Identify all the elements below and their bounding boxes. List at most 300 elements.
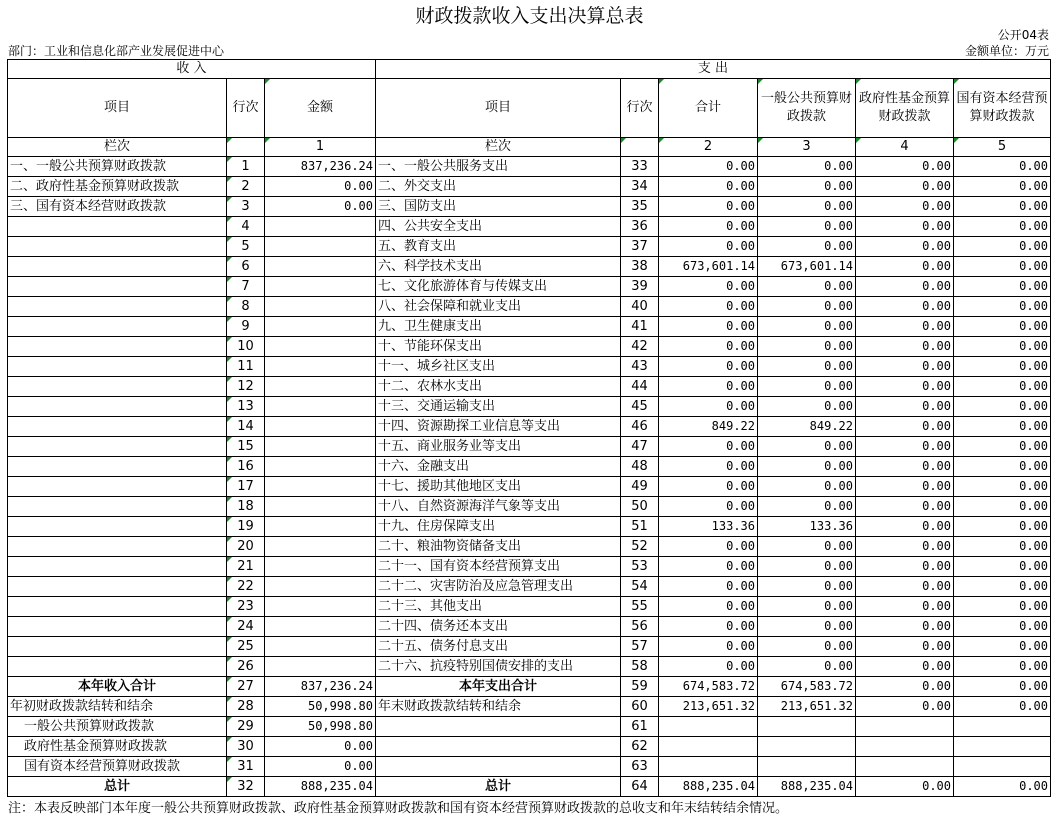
gov-fund-cell: 0.00 [856, 477, 954, 497]
general-budget-cell: 0.00 [758, 297, 856, 317]
income-item-cell [8, 237, 227, 257]
general-budget-cell: 0.00 [758, 597, 856, 617]
expense-row-no-cell: 47 [621, 437, 659, 457]
department-label: 部门：工业和信息化部产业发展促进中心 [8, 44, 225, 58]
gov-fund-cell: 0.00 [856, 157, 954, 177]
income-item-cell [8, 537, 227, 557]
general-budget-cell: 0.00 [758, 157, 856, 177]
table-row [8, 557, 1051, 577]
section-header-row [8, 60, 1051, 79]
expense-section-header: 支 出 [376, 60, 1051, 79]
expense-row-no-cell: 51 [621, 517, 659, 537]
table-row [8, 417, 1051, 437]
income-amount-cell [265, 317, 376, 337]
col-no-3: 3 [758, 138, 856, 157]
income-row-no-cell: 25 [227, 637, 265, 657]
expense-item-cell: 十三、交通运输支出 [376, 397, 621, 417]
table-row [8, 597, 1051, 617]
expense-total-cell: 0.00 [659, 197, 758, 217]
income-amount-cell: 837,236.24 [265, 677, 376, 697]
income-row-no-cell: 26 [227, 657, 265, 677]
income-item-cell [8, 617, 227, 637]
table-row [8, 577, 1051, 597]
income-section-header: 收 入 [8, 60, 376, 79]
income-row-no-cell: 9 [227, 317, 265, 337]
state-capital-cell [954, 737, 1051, 757]
header-income-item: 项目 [8, 79, 227, 138]
expense-item-cell: 十八、自然资源海洋气象等支出 [376, 497, 621, 517]
income-row-no-cell: 8 [227, 297, 265, 317]
gov-fund-cell: 0.00 [856, 777, 954, 797]
expense-row-no-cell: 46 [621, 417, 659, 437]
expense-row-no-cell: 44 [621, 377, 659, 397]
gov-fund-cell: 0.00 [856, 637, 954, 657]
expense-item-cell: 八、社会保障和就业支出 [376, 297, 621, 317]
expense-item-cell: 十五、商业服务业等支出 [376, 437, 621, 457]
income-row-no-cell: 15 [227, 437, 265, 457]
table-row [8, 297, 1051, 317]
income-amount-cell [265, 357, 376, 377]
col-label-right: 栏次 [376, 138, 621, 157]
expense-total-cell: 0.00 [659, 557, 758, 577]
income-item-cell: 年初财政拨款结转和结余 [8, 697, 227, 717]
general-budget-cell [758, 757, 856, 777]
gov-fund-cell: 0.00 [856, 177, 954, 197]
expense-item-cell [376, 717, 621, 737]
income-amount-cell [265, 237, 376, 257]
expense-row-no-cell: 41 [621, 317, 659, 337]
table-row [8, 157, 1051, 177]
income-item-cell [8, 277, 227, 297]
table-row [8, 437, 1051, 457]
table-row [8, 737, 1051, 757]
income-row-no-cell: 3 [227, 197, 265, 217]
state-capital-cell: 0.00 [954, 317, 1051, 337]
income-row-no-cell: 6 [227, 257, 265, 277]
expense-item-cell [376, 737, 621, 757]
general-budget-cell: 888,235.04 [758, 777, 856, 797]
expense-total-cell: 0.00 [659, 337, 758, 357]
expense-row-no-cell: 40 [621, 297, 659, 317]
expense-row-no-cell: 33 [621, 157, 659, 177]
income-row-no-cell: 17 [227, 477, 265, 497]
expense-item-cell: 本年支出合计 [376, 677, 621, 697]
table-row [8, 517, 1051, 537]
expense-total-cell [659, 757, 758, 777]
expense-total-cell: 0.00 [659, 477, 758, 497]
income-row-no-cell: 1 [227, 157, 265, 177]
table-row [8, 497, 1051, 517]
income-amount-cell: 0.00 [265, 757, 376, 777]
gov-fund-cell: 0.00 [856, 457, 954, 477]
income-row-no-cell: 12 [227, 377, 265, 397]
table-row [8, 537, 1051, 557]
table-row [8, 657, 1051, 677]
income-amount-cell: 837,236.24 [265, 157, 376, 177]
income-item-cell: 二、政府性基金预算财政拨款 [8, 177, 227, 197]
gov-fund-cell: 0.00 [856, 297, 954, 317]
expense-total-cell: 0.00 [659, 177, 758, 197]
footnote: 注：本表反映部门本年度一般公共预算财政拨款、政府性基金预算财政拨款和国有资本经营预算财政拨款的总收支和年末结转结余情况。 [8, 801, 789, 816]
general-budget-cell: 213,651.32 [758, 697, 856, 717]
expense-row-no-cell: 61 [621, 717, 659, 737]
income-row-no-cell: 16 [227, 457, 265, 477]
gov-fund-cell: 0.00 [856, 237, 954, 257]
income-item-cell [8, 437, 227, 457]
gov-fund-cell: 0.00 [856, 417, 954, 437]
expense-total-cell: 0.00 [659, 657, 758, 677]
income-amount-cell [265, 297, 376, 317]
state-capital-cell: 0.00 [954, 217, 1051, 237]
state-capital-cell: 0.00 [954, 417, 1051, 437]
state-capital-cell: 0.00 [954, 777, 1051, 797]
table-row [8, 377, 1051, 397]
general-budget-cell: 0.00 [758, 657, 856, 677]
column-number-row [8, 138, 1051, 157]
expense-row-no-cell: 36 [621, 217, 659, 237]
general-budget-cell: 0.00 [758, 197, 856, 217]
expense-total-cell: 888,235.04 [659, 777, 758, 797]
expense-row-no-cell: 54 [621, 577, 659, 597]
gov-fund-cell: 0.00 [856, 437, 954, 457]
income-row-no-cell: 10 [227, 337, 265, 357]
table-row [8, 237, 1051, 257]
income-row-no-cell: 19 [227, 517, 265, 537]
expense-row-no-cell: 42 [621, 337, 659, 357]
header-gov-fund: 政府性基金预算财政拨款 [856, 79, 954, 138]
header-state-capital: 国有资本经营预算财政拨款 [954, 79, 1051, 138]
general-budget-cell: 0.00 [758, 377, 856, 397]
income-item-cell: 一、一般公共预算财政拨款 [8, 157, 227, 177]
gov-fund-cell: 0.00 [856, 537, 954, 557]
income-amount-cell [265, 257, 376, 277]
income-item-cell [8, 497, 227, 517]
state-capital-cell: 0.00 [954, 357, 1051, 377]
expense-total-cell: 0.00 [659, 437, 758, 457]
gov-fund-cell: 0.00 [856, 317, 954, 337]
expense-item-cell: 十七、援助其他地区支出 [376, 477, 621, 497]
unit-label: 金额单位：万元 [964, 44, 1049, 58]
income-amount-cell [265, 337, 376, 357]
general-budget-cell: 0.00 [758, 337, 856, 357]
state-capital-cell: 0.00 [954, 157, 1051, 177]
gov-fund-cell: 0.00 [856, 377, 954, 397]
expense-item-cell: 二十二、灾害防治及应急管理支出 [376, 577, 621, 597]
gov-fund-cell: 0.00 [856, 397, 954, 417]
table-row [8, 637, 1051, 657]
expense-row-no-cell: 55 [621, 597, 659, 617]
income-item-cell [8, 257, 227, 277]
col-label-left: 栏次 [8, 138, 227, 157]
state-capital-cell: 0.00 [954, 257, 1051, 277]
income-amount-cell [265, 637, 376, 657]
expense-total-cell: 0.00 [659, 537, 758, 557]
page-title: 财政拨款收入支出决算总表 [415, 5, 644, 27]
gov-fund-cell: 0.00 [856, 597, 954, 617]
table-row [8, 217, 1051, 237]
state-capital-cell [954, 717, 1051, 737]
expense-total-cell: 0.00 [659, 597, 758, 617]
budget-table [7, 59, 1051, 797]
expense-item-cell: 九、卫生健康支出 [376, 317, 621, 337]
expense-item-cell: 二十五、债务付息支出 [376, 637, 621, 657]
income-amount-cell: 0.00 [265, 177, 376, 197]
expense-row-no-cell: 45 [621, 397, 659, 417]
state-capital-cell: 0.00 [954, 337, 1051, 357]
general-budget-cell: 0.00 [758, 357, 856, 377]
general-budget-cell: 849.22 [758, 417, 856, 437]
gov-fund-cell: 0.00 [856, 697, 954, 717]
state-capital-cell: 0.00 [954, 697, 1051, 717]
income-item-cell: 国有资本经营预算财政拨款 [8, 757, 227, 777]
general-budget-cell: 673,601.14 [758, 257, 856, 277]
expense-item-cell: 二十三、其他支出 [376, 597, 621, 617]
table-row [8, 257, 1051, 277]
income-amount-cell: 50,998.80 [265, 697, 376, 717]
expense-row-no-cell: 62 [621, 737, 659, 757]
table-row [8, 337, 1051, 357]
expense-row-no-cell: 64 [621, 777, 659, 797]
expense-total-cell [659, 737, 758, 757]
income-item-cell [8, 297, 227, 317]
expense-item-cell: 总计 [376, 777, 621, 797]
expense-total-cell: 0.00 [659, 157, 758, 177]
table-row [8, 777, 1051, 797]
expense-item-cell: 十一、城乡社区支出 [376, 357, 621, 377]
income-row-no-cell: 31 [227, 757, 265, 777]
income-amount-cell [265, 437, 376, 457]
gov-fund-cell [856, 737, 954, 757]
column-header-row [8, 79, 1051, 138]
general-budget-cell: 0.00 [758, 577, 856, 597]
income-amount-cell [265, 557, 376, 577]
income-item-cell: 三、国有资本经营财政拨款 [8, 197, 227, 217]
col-no-blank-right [621, 138, 659, 157]
income-item-cell [8, 597, 227, 617]
expense-item-cell: 一、一般公共服务支出 [376, 157, 621, 177]
income-row-no-cell: 20 [227, 537, 265, 557]
state-capital-cell: 0.00 [954, 397, 1051, 417]
general-budget-cell: 674,583.72 [758, 677, 856, 697]
table-row [8, 177, 1051, 197]
income-row-no-cell: 23 [227, 597, 265, 617]
income-amount-cell [265, 657, 376, 677]
income-amount-cell [265, 477, 376, 497]
expense-row-no-cell: 43 [621, 357, 659, 377]
general-budget-cell: 133.36 [758, 517, 856, 537]
table-row [8, 677, 1051, 697]
income-item-cell [8, 217, 227, 237]
expense-total-cell: 673,601.14 [659, 257, 758, 277]
expense-item-cell: 二十四、债务还本支出 [376, 617, 621, 637]
state-capital-cell: 0.00 [954, 477, 1051, 497]
income-item-cell [8, 557, 227, 577]
income-item-cell: 政府性基金预算财政拨款 [8, 737, 227, 757]
income-row-no-cell: 11 [227, 357, 265, 377]
income-row-no-cell: 28 [227, 697, 265, 717]
state-capital-cell: 0.00 [954, 177, 1051, 197]
expense-total-cell: 0.00 [659, 397, 758, 417]
income-item-cell [8, 357, 227, 377]
header-general-budget: 一般公共预算财政拨款 [758, 79, 856, 138]
general-budget-cell [758, 737, 856, 757]
income-row-no-cell: 22 [227, 577, 265, 597]
state-capital-cell: 0.00 [954, 497, 1051, 517]
gov-fund-cell: 0.00 [856, 337, 954, 357]
expense-row-no-cell: 39 [621, 277, 659, 297]
table-row [8, 317, 1051, 337]
income-item-cell [8, 577, 227, 597]
income-amount-cell: 0.00 [265, 737, 376, 757]
expense-item-cell: 四、公共安全支出 [376, 217, 621, 237]
expense-total-cell [659, 717, 758, 737]
general-budget-cell: 0.00 [758, 317, 856, 337]
table-row [8, 757, 1051, 777]
income-amount-cell [265, 217, 376, 237]
expense-total-cell: 0.00 [659, 377, 758, 397]
expense-item-cell: 年末财政拨款结转和结余 [376, 697, 621, 717]
expense-total-cell: 0.00 [659, 277, 758, 297]
expense-row-no-cell: 59 [621, 677, 659, 697]
gov-fund-cell: 0.00 [856, 577, 954, 597]
gov-fund-cell: 0.00 [856, 677, 954, 697]
general-budget-cell: 0.00 [758, 457, 856, 477]
expense-total-cell: 0.00 [659, 297, 758, 317]
state-capital-cell: 0.00 [954, 197, 1051, 217]
state-capital-cell: 0.00 [954, 617, 1051, 637]
state-capital-cell: 0.00 [954, 597, 1051, 617]
income-row-no-cell: 13 [227, 397, 265, 417]
expense-row-no-cell: 37 [621, 237, 659, 257]
general-budget-cell: 0.00 [758, 557, 856, 577]
col-no-1: 1 [265, 138, 376, 157]
expense-row-no-cell: 53 [621, 557, 659, 577]
expense-row-no-cell: 49 [621, 477, 659, 497]
income-item-cell [8, 477, 227, 497]
state-capital-cell: 0.00 [954, 557, 1051, 577]
state-capital-cell: 0.00 [954, 237, 1051, 257]
income-item-cell [8, 657, 227, 677]
income-amount-cell [265, 577, 376, 597]
state-capital-cell: 0.00 [954, 637, 1051, 657]
expense-row-no-cell: 56 [621, 617, 659, 637]
income-amount-cell: 50,998.80 [265, 717, 376, 737]
expense-item-cell: 三、国防支出 [376, 197, 621, 217]
income-amount-cell [265, 397, 376, 417]
expense-total-cell: 0.00 [659, 357, 758, 377]
income-row-no-cell: 27 [227, 677, 265, 697]
expense-item-cell: 二十一、国有资本经营预算支出 [376, 557, 621, 577]
expense-item-cell: 二、外交支出 [376, 177, 621, 197]
expense-item-cell: 十二、农林水支出 [376, 377, 621, 397]
header-total: 合计 [659, 79, 758, 138]
general-budget-cell: 0.00 [758, 637, 856, 657]
income-amount-cell [265, 417, 376, 437]
header-expense-item: 项目 [376, 79, 621, 138]
expense-total-cell: 0.00 [659, 457, 758, 477]
state-capital-cell: 0.00 [954, 457, 1051, 477]
form-number: 公开04表 [997, 28, 1049, 42]
income-row-no-cell: 29 [227, 717, 265, 737]
expense-row-no-cell: 50 [621, 497, 659, 517]
gov-fund-cell: 0.00 [856, 557, 954, 577]
expense-item-cell: 十九、住房保障支出 [376, 517, 621, 537]
state-capital-cell: 0.00 [954, 577, 1051, 597]
income-amount-cell [265, 377, 376, 397]
header-income-row-no: 行次 [227, 79, 265, 138]
expense-row-no-cell: 58 [621, 657, 659, 677]
expense-row-no-cell: 34 [621, 177, 659, 197]
general-budget-cell: 0.00 [758, 397, 856, 417]
table-row [8, 197, 1051, 217]
expense-item-cell: 十四、资源勘探工业信息等支出 [376, 417, 621, 437]
state-capital-cell: 0.00 [954, 277, 1051, 297]
gov-fund-cell: 0.00 [856, 517, 954, 537]
expense-row-no-cell: 57 [621, 637, 659, 657]
general-budget-cell: 0.00 [758, 237, 856, 257]
expense-row-no-cell: 48 [621, 457, 659, 477]
gov-fund-cell: 0.00 [856, 497, 954, 517]
expense-total-cell: 674,583.72 [659, 677, 758, 697]
expense-row-no-cell: 38 [621, 257, 659, 277]
expense-total-cell: 0.00 [659, 577, 758, 597]
income-row-no-cell: 5 [227, 237, 265, 257]
gov-fund-cell [856, 717, 954, 737]
income-amount-cell [265, 497, 376, 517]
income-item-cell [8, 417, 227, 437]
income-item-cell [8, 397, 227, 417]
expense-total-cell: 0.00 [659, 217, 758, 237]
expense-item-cell: 十六、金融支出 [376, 457, 621, 477]
expense-item-cell: 十、节能环保支出 [376, 337, 621, 357]
income-item-cell [8, 317, 227, 337]
expense-row-no-cell: 60 [621, 697, 659, 717]
gov-fund-cell: 0.00 [856, 257, 954, 277]
general-budget-cell: 0.00 [758, 217, 856, 237]
table-row [8, 397, 1051, 417]
income-amount-cell: 888,235.04 [265, 777, 376, 797]
gov-fund-cell [856, 757, 954, 777]
state-capital-cell: 0.00 [954, 517, 1051, 537]
table-row [8, 357, 1051, 377]
expense-total-cell: 0.00 [659, 637, 758, 657]
gov-fund-cell: 0.00 [856, 657, 954, 677]
general-budget-cell: 0.00 [758, 437, 856, 457]
col-no-4: 4 [856, 138, 954, 157]
gov-fund-cell: 0.00 [856, 197, 954, 217]
expense-total-cell: 133.36 [659, 517, 758, 537]
expense-item-cell: 二十六、抗疫特别国债安排的支出 [376, 657, 621, 677]
income-amount-cell [265, 277, 376, 297]
table-row [8, 717, 1051, 737]
col-no-blank-left [227, 138, 265, 157]
income-row-no-cell: 2 [227, 177, 265, 197]
gov-fund-cell: 0.00 [856, 357, 954, 377]
income-amount-cell [265, 517, 376, 537]
expense-total-cell: 0.00 [659, 497, 758, 517]
income-item-cell [8, 457, 227, 477]
general-budget-cell: 0.00 [758, 477, 856, 497]
state-capital-cell: 0.00 [954, 437, 1051, 457]
general-budget-cell: 0.00 [758, 277, 856, 297]
table-row [8, 477, 1051, 497]
income-row-no-cell: 18 [227, 497, 265, 517]
header-income-amount: 金额 [265, 79, 376, 138]
income-amount-cell [265, 617, 376, 637]
expense-item-cell: 五、教育支出 [376, 237, 621, 257]
expense-row-no-cell: 35 [621, 197, 659, 217]
gov-fund-cell: 0.00 [856, 217, 954, 237]
